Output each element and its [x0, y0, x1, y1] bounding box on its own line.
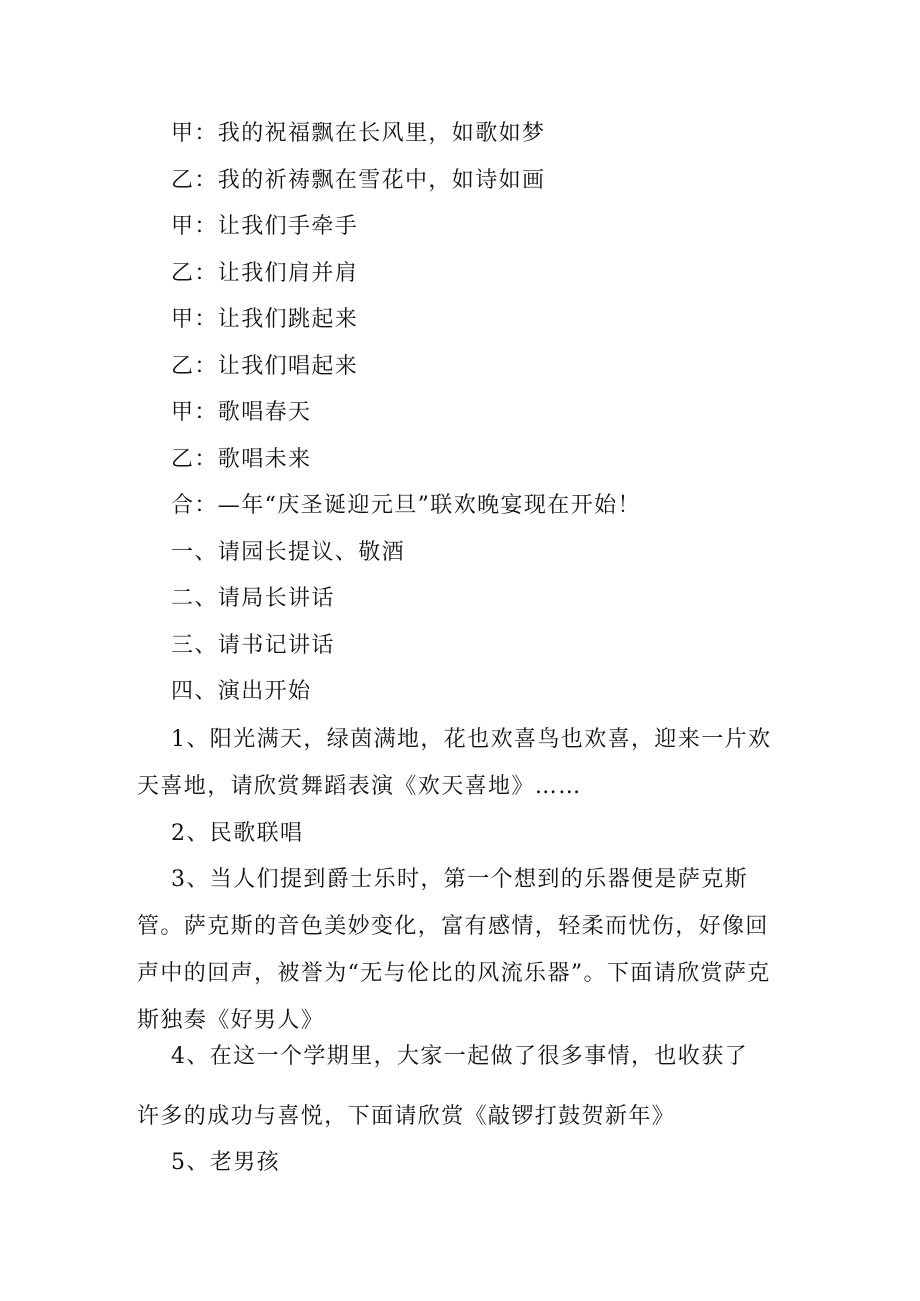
dialogue-line: 甲：歌唱春天 [171, 400, 312, 425]
program-item-1: 1、阳光满天，绿茵满地，花也欢喜鸟也欢喜，迎来一片欢天喜地，请欣赏舞蹈表演《欢天喜地》…… [137, 727, 772, 799]
dialogue-line: 乙：让我们肩并肩 [171, 261, 359, 286]
agenda-item: 三、请书记讲话 [171, 633, 335, 658]
program-item-2: 2、民歌联唱 [171, 821, 304, 846]
program-item-4-line-1: 4、在这一个学期里，大家一起做了很多事情，也收获了 [171, 1044, 748, 1069]
dialogue-line: 乙：歌唱未来 [171, 447, 312, 472]
agenda-item: 二、请局长讲话 [171, 586, 335, 611]
program-item-3: 3、当人们提到爵士乐时，第一个想到的乐器便是萨克斯管。萨克斯的音色美妙变化，富有感情，轻柔而忧伤，好像回声中的回声，被誉为“无与伦比的风流乐器”。下面请欣赏萨克斯独奏《好男人》 [137, 867, 771, 1033]
dialogue-line: 甲：让我们跳起来 [171, 307, 359, 332]
dialogue-line: 乙：我的祈祷飘在雪花中，如诗如画 [171, 168, 546, 193]
dialogue-line: 乙：让我们唱起来 [171, 354, 359, 379]
dialogue-line: 甲：我的祝福飘在长风里，如歌如梦 [171, 121, 546, 146]
program-item-5: 5、老男孩 [171, 1150, 280, 1175]
agenda-item: 四、演出开始 [171, 679, 312, 704]
dialogue-line: 甲：让我们手牵手 [171, 214, 359, 239]
program-item-4-line-2: 许多的成功与喜悦，下面请欣赏《敲锣打鼓贺新年》 [137, 1104, 676, 1129]
dialogue-line: 合：—年“庆圣诞迎元旦”联欢晚宴现在开始！ [171, 493, 641, 518]
agenda-item: 一、请园长提议、敬酒 [171, 540, 406, 565]
